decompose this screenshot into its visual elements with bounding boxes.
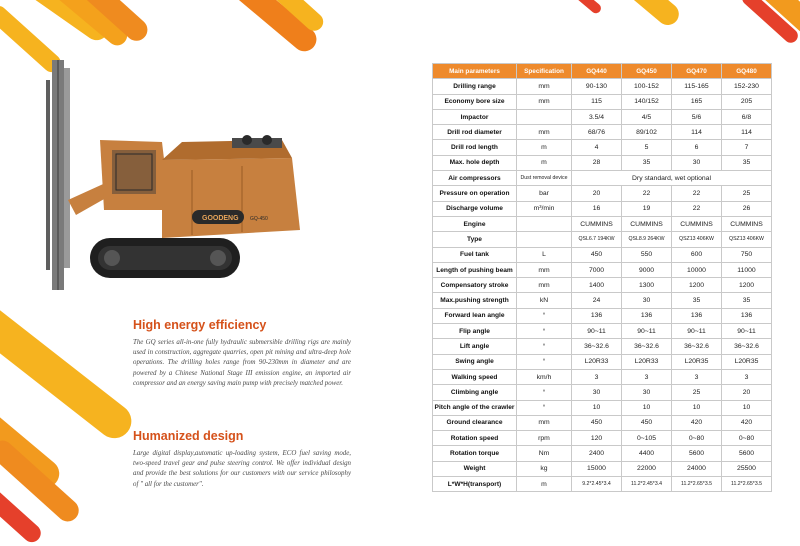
value-cell: 24000	[672, 461, 722, 476]
unit-cell: L	[517, 247, 572, 262]
value-cell: 600	[672, 247, 722, 262]
value-cell: 7	[722, 140, 772, 155]
unit-cell: m³/min	[517, 201, 572, 216]
table-row	[433, 385, 772, 400]
table-row	[433, 339, 772, 354]
value-cell: L20R35	[722, 354, 772, 369]
value-cell: 35	[722, 155, 772, 170]
value-cell: 115-165	[672, 79, 722, 94]
value-cell: 26	[722, 201, 772, 216]
value-cell: 114	[722, 125, 772, 140]
parameter-name-cell: Drill rod length	[433, 140, 517, 155]
value-cell: 30	[572, 385, 622, 400]
parameter-name-cell: Discharge volume	[433, 201, 517, 216]
parameter-name-cell: Fuel tank	[433, 247, 517, 262]
table-row	[433, 431, 772, 446]
value-cell: 152-230	[722, 79, 772, 94]
value-cell: 22000	[622, 461, 672, 476]
table-row	[433, 125, 772, 140]
value-cell: 36~32.6	[672, 339, 722, 354]
value-cell: 10000	[672, 262, 722, 277]
parameter-name-cell: Rotation torque	[433, 446, 517, 461]
parameter-name-cell: Pressure on operation	[433, 186, 517, 201]
parameter-name-cell: Swing angle	[433, 354, 517, 369]
value-cell: 0~80	[672, 431, 722, 446]
value-cell: 100-152	[622, 79, 672, 94]
value-cell: 25	[672, 385, 722, 400]
value-cell: 36~32.6	[622, 339, 672, 354]
parameter-name-cell: Climbing angle	[433, 385, 517, 400]
parameter-name-cell: Pitch angle of the crawler	[433, 400, 517, 415]
section-title-design: Humanized design	[133, 429, 244, 443]
table-row	[433, 94, 772, 109]
value-cell: CUMMINS	[572, 216, 622, 231]
value-cell: 19	[622, 201, 672, 216]
value-cell: 6/8	[722, 109, 772, 124]
table-row	[433, 186, 772, 201]
value-cell: 36~32.6	[722, 339, 772, 354]
unit-cell: mm	[517, 125, 572, 140]
drilling-rig-illustration	[42, 60, 304, 300]
table-row	[433, 171, 772, 186]
value-cell: 22	[672, 201, 722, 216]
value-cell: 6	[672, 140, 722, 155]
value-cell: 20	[722, 385, 772, 400]
parameter-name-cell: Economy bore size	[433, 94, 517, 109]
value-cell: 3	[622, 369, 672, 384]
header-main-parameters: Main parameters	[433, 64, 517, 79]
section-title-energy: High energy efficiency	[133, 318, 267, 332]
unit-cell: °	[517, 324, 572, 339]
unit-cell: kN	[517, 293, 572, 308]
table-row	[433, 308, 772, 323]
parameter-name-cell: Max. hole depth	[433, 155, 517, 170]
unit-cell	[517, 216, 572, 231]
value-cell: 11.2*2.65*3.5	[722, 477, 772, 492]
table-row	[433, 477, 772, 492]
parameter-name-cell: Drilling range	[433, 79, 517, 94]
value-cell: 22	[622, 186, 672, 201]
unit-cell: m	[517, 477, 572, 492]
table-row	[433, 324, 772, 339]
value-cell: QSL8.9 264KW	[622, 232, 672, 247]
unit-cell: bar	[517, 186, 572, 201]
value-cell: 10	[722, 400, 772, 415]
table-row	[433, 140, 772, 155]
value-cell: 7000	[572, 262, 622, 277]
value-cell: 28	[572, 155, 622, 170]
unit-cell: mm	[517, 415, 572, 430]
unit-cell: m	[517, 140, 572, 155]
value-cell: 4	[572, 140, 622, 155]
unit-cell	[517, 232, 572, 247]
table-row	[433, 262, 772, 277]
value-cell: 450	[622, 415, 672, 430]
value-cell: 36~32.6	[572, 339, 622, 354]
value-cell: 90~11	[572, 324, 622, 339]
value-cell: 22	[672, 186, 722, 201]
unit-cell: °	[517, 385, 572, 400]
value-cell: 114	[672, 125, 722, 140]
value-cell: 5/6	[672, 109, 722, 124]
unit-cell: Dust removal device	[517, 171, 572, 186]
unit-cell: mm	[517, 79, 572, 94]
value-cell: 11.2*2.45*3.4	[622, 477, 672, 492]
machine-brand-label: GOODENG	[202, 215, 239, 222]
unit-cell: °	[517, 308, 572, 323]
parameter-name-cell: Type	[433, 232, 517, 247]
unit-cell: mm	[517, 278, 572, 293]
unit-cell: mm	[517, 262, 572, 277]
value-cell: 3.5/4	[572, 109, 622, 124]
value-cell: CUMMINS	[622, 216, 672, 231]
value-cell: 35	[672, 293, 722, 308]
spec-table-body	[433, 79, 772, 492]
value-cell: 2400	[572, 446, 622, 461]
value-cell: 16	[572, 201, 622, 216]
unit-cell	[517, 109, 572, 124]
value-cell: 10	[672, 400, 722, 415]
value-cell: 136	[572, 308, 622, 323]
section-body-design: Large digital display,automatic up-loading system, ECO fuel saving mode, two-speed travel gear and pulse steering control. We offer individual design and provide the best solutions for our customers with our service philosophy of " all for the customer".	[133, 450, 351, 488]
value-cell: 10	[622, 400, 672, 415]
parameter-name-cell: Lift angle	[433, 339, 517, 354]
section-body-energy: The GQ series all-in-one fully hydraulic submersible drilling rigs are mainly used in construction, aggregate quarries, open pit mining and ultra-deep hole operations. The drilling holes range from 90-230mm in diameter and are powered by a Chinese National Stage III emission engine, an imported air compressor and an energy saving main pump with precisely matched power.	[133, 339, 351, 387]
value-cell: 5600	[672, 446, 722, 461]
parameter-name-cell: Engine	[433, 216, 517, 231]
value-cell: 68/76	[572, 125, 622, 140]
value-cell: CUMMINS	[672, 216, 722, 231]
value-cell: 9000	[622, 262, 672, 277]
unit-cell: kg	[517, 461, 572, 476]
value-cell: 205	[722, 94, 772, 109]
parameter-name-cell: Impactor	[433, 109, 517, 124]
value-cell: L20R35	[672, 354, 722, 369]
value-cell: 5	[622, 140, 672, 155]
table-row	[433, 446, 772, 461]
table-row	[433, 461, 772, 476]
value-cell: 10	[572, 400, 622, 415]
value-cell: QSL6.7 194KW	[572, 232, 622, 247]
table-row	[433, 79, 772, 94]
table-row	[433, 400, 772, 415]
spec-table-header-row	[433, 64, 772, 79]
parameter-name-cell: Flip angle	[433, 324, 517, 339]
parameter-name-cell: Drill rod diameter	[433, 125, 517, 140]
value-cell: 3	[572, 369, 622, 384]
unit-cell: °	[517, 339, 572, 354]
parameter-name-cell: Ground clearance	[433, 415, 517, 430]
header-gq450: GQ450	[622, 64, 672, 79]
value-cell: 3	[672, 369, 722, 384]
value-cell: Dry standard, wet optional	[572, 171, 772, 186]
table-row	[433, 354, 772, 369]
value-cell: 30	[622, 385, 672, 400]
parameter-name-cell: Walking speed	[433, 369, 517, 384]
table-row	[433, 232, 772, 247]
table-row	[433, 369, 772, 384]
header-specification: Specification	[517, 64, 572, 79]
parameter-name-cell: Compensatory stroke	[433, 278, 517, 293]
value-cell: 1200	[722, 278, 772, 293]
value-cell: 35	[722, 293, 772, 308]
value-cell: 750	[722, 247, 772, 262]
value-cell: L20R33	[572, 354, 622, 369]
value-cell: 20	[572, 186, 622, 201]
value-cell: 450	[572, 247, 622, 262]
value-cell: 420	[722, 415, 772, 430]
value-cell: QSZ13 406KW	[672, 232, 722, 247]
value-cell: 35	[622, 155, 672, 170]
unit-cell: °	[517, 400, 572, 415]
value-cell: 24	[572, 293, 622, 308]
header-gq440: GQ440	[572, 64, 622, 79]
value-cell: 115	[572, 94, 622, 109]
value-cell: 5600	[722, 446, 772, 461]
value-cell: 420	[672, 415, 722, 430]
value-cell: 1300	[622, 278, 672, 293]
table-row	[433, 278, 772, 293]
value-cell: 0~80	[722, 431, 772, 446]
table-row	[433, 247, 772, 262]
spec-table	[432, 63, 772, 492]
parameter-name-cell: Weight	[433, 461, 517, 476]
value-cell: 4/5	[622, 109, 672, 124]
parameter-name-cell: Forward lean angle	[433, 308, 517, 323]
value-cell: 25	[722, 186, 772, 201]
value-cell: 136	[622, 308, 672, 323]
parameter-name-cell: L*W*H(transport)	[433, 477, 517, 492]
table-row	[433, 155, 772, 170]
value-cell: 3	[722, 369, 772, 384]
value-cell: 90~11	[722, 324, 772, 339]
value-cell: 450	[572, 415, 622, 430]
value-cell: 140/152	[622, 94, 672, 109]
value-cell: 11.2*2.65*3.5	[672, 477, 722, 492]
parameter-name-cell: Length of pushing beam	[433, 262, 517, 277]
value-cell: 4400	[622, 446, 672, 461]
value-cell: QSZ13 406KW	[722, 232, 772, 247]
value-cell: 550	[622, 247, 672, 262]
table-row	[433, 109, 772, 124]
value-cell: 90-130	[572, 79, 622, 94]
parameter-name-cell: Rotation speed	[433, 431, 517, 446]
value-cell: 1400	[572, 278, 622, 293]
value-cell: 89/102	[622, 125, 672, 140]
value-cell: 165	[672, 94, 722, 109]
value-cell: 1200	[672, 278, 722, 293]
value-cell: 120	[572, 431, 622, 446]
value-cell: 9.2*2.45*3.4	[572, 477, 622, 492]
value-cell: 11000	[722, 262, 772, 277]
value-cell: 30	[672, 155, 722, 170]
value-cell: 25500	[722, 461, 772, 476]
unit-cell: Nm	[517, 446, 572, 461]
unit-cell: °	[517, 354, 572, 369]
unit-cell: mm	[517, 94, 572, 109]
value-cell: 136	[722, 308, 772, 323]
header-gq480: GQ480	[722, 64, 772, 79]
value-cell: 90~11	[622, 324, 672, 339]
value-cell: 30	[622, 293, 672, 308]
table-row	[433, 415, 772, 430]
unit-cell: rpm	[517, 431, 572, 446]
table-row	[433, 216, 772, 231]
unit-cell: km/h	[517, 369, 572, 384]
parameter-name-cell: Max.pushing strength	[433, 293, 517, 308]
unit-cell: m	[517, 155, 572, 170]
table-row	[433, 293, 772, 308]
value-cell: 0~105	[622, 431, 672, 446]
value-cell: 90~11	[672, 324, 722, 339]
value-cell: CUMMINS	[722, 216, 772, 231]
parameter-name-cell: Air compressors	[433, 171, 517, 186]
table-row	[433, 201, 772, 216]
machine-model-label: GQ-450	[250, 216, 268, 222]
value-cell: L20R33	[622, 354, 672, 369]
value-cell: 136	[672, 308, 722, 323]
value-cell: 15000	[572, 461, 622, 476]
header-gq470: GQ470	[672, 64, 722, 79]
